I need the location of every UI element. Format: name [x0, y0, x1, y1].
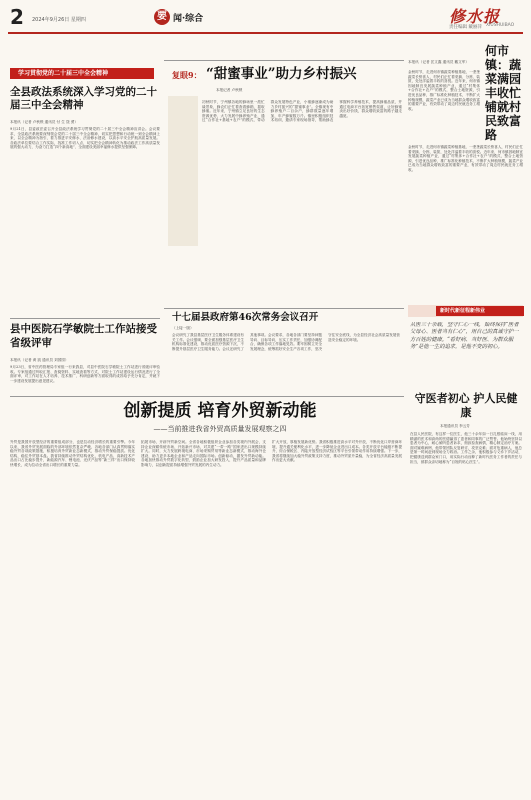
article-body: 初秋时节，宁州镇各地的蜂场里一派忙碌景象，蜂农们正忙着查看蜂箱、摇取蜂蜜。近年来，宁州镇立足良好的生态资源优势，大力发展中蜂养殖产业，通过“合作社+基地+农户”的模式，带动群众发展特色产业，小蜜蜂逐渐成为助力乡村振兴的“甜蜜事业”。全镇现有中蜂养殖户二百余户，蜂群数量逐年增加，年产蜂蜜数万斤。镇里积极组织技术培训，邀请专家现场指导，帮助蜂农掌握科学养殖技术，提高蜂蜜品质，并通过电商平台拓宽销售渠道，让好蜂蜜卖出好价钱，群众增收致富的路子越走越宽。 [202, 100, 402, 123]
article-body: 会议研究了我县基层医疗卫生服务体系建设有关工作。会议强调，要全面加强基层医疗卫生机构标准化建设，推动优质医疗资源下沉，不断提升基层医疗卫生服务能力。会议还研究了其他事项。会议要求，各地各部门要坚持问题导向、目标导向，压实工作责任，加强协调配合，确保各项工作落地见效。要牢固树立安全发展理念，统筹抓好安全生产各项工作，坚决守住安全底线，为全县经济社会高质量发展营造安全稳定的环境。 [172, 333, 400, 351]
section-badge: 要 [154, 9, 170, 25]
article-headline: 十七届县政府第46次常务会议召开 [172, 312, 319, 323]
article-body: 在县人民医院，有这样一位医生，他三十余年如一日扎根临床一线，用精湛的医术和高尚的医德赢得了患者和同事的广泛赞誉。他始终坚持以患者为中心，耐心倾听患者诉求，细致检查病情，精心制定治疗方案。面对疑难病例，他带领团队反复研讨，攻坚克难；面对危重病人，他总是第一时间赶到现场全力救治。工作之余，他积极参与义诊下乡活动，把健康送到群众家门口，用实际行动诠释了新时代医务工作者的责任与担当，被群众亲切地称为“百姓的贴心医生”。 [410, 432, 522, 464]
section-divider [164, 308, 404, 309]
article-byline: 本报讯（记者 黄 凯 通讯员 刘园园） [10, 358, 69, 362]
column-tag: 新时代新征程新伟业 [436, 306, 524, 316]
section-divider [10, 396, 404, 397]
article-byline: 本报通讯员 李云芳 [440, 424, 470, 428]
article-byline: 本报讯（记者 匡文鑫 通讯员 戴文军） [408, 60, 469, 64]
article-body: 金秋时节，走进何市镇蔬菜种植基地，一垄垄蔬菜长势喜人，村民们正忙着采摘、分拣、装筐，处处洋溢着丰收的喜悦。近年来，何市镇因地制宜发展蔬菜种植产业，通过“村集体+合作社+农户”的模式，整合土地资源，引进优良品种，推广标准化种植技术，不断扩大种植规模，蔬菜产业已成为当地群众增收致富的重要产业，有效带动了周边村民就近务工增收。 [408, 70, 480, 111]
photo-placeholder [168, 96, 198, 246]
top-divider [164, 60, 404, 61]
page-number: 2 [10, 5, 24, 29]
article-tag: 复眼9： [172, 70, 202, 80]
article-body-column-right: 扩大开放，厚植发展新优势。我省积极推进高水平对外开放，不断优化口岸营商环境，提升通关便利化水平，进一步降低企业进出口成本。各类开放平台能级不断提升，综合保税区、内陆开放型经济试验区等平台引领带动作用持续增强。下一步，我省将继续加大稳外贸政策支持力度，推动外贸质升量稳，为全省经济高质量发展作出更大贡献。 [272, 440, 402, 463]
article-byline: 本报记者 卢秋锁 [216, 88, 243, 92]
pull-quote: 从医三十余载，坚守仁心一线，始终保持“医者父母心、医者当有仁心”，用自己的真诚守护一方百姓的健康。“看好病、当好医、为群众服务”是他一生的追求，是他不变的初心。 [410, 322, 519, 351]
section-name: 闻·综合 [173, 14, 204, 24]
column-tag: 学习贯彻党的二十届三中全会精神 [10, 68, 154, 79]
article-headline: 创新提质 培育外贸新动能 [123, 401, 317, 421]
article-body: 9月23日，省中医药管理局专家组一行来我县，对县中医院石学敏院士工作站进行省级评审验收。专家组通过听取汇报、查阅资料、实地查看等方式，对院士工作站建设运行情况进行了全面评审，对工作站在人才培养、技术推广、科研创新等方面取得的成效给予充分肯定，并就下一步建设发展提出意见建议。 [10, 365, 160, 383]
article-headline: 全县政法系统深入学习党的二十届三中全会精神 [10, 86, 157, 111]
article-subtitle: ——当前推进我省外贸高质量发展观察之四 [153, 425, 287, 433]
paper-pinyin: XIUSHUIBAO [486, 23, 515, 28]
section-divider [10, 318, 160, 319]
header-rule [8, 32, 523, 34]
article-body: 9月21日，县委政法委召开全县政法系统学习贯彻党的二十届三中全会精神宣讲会。会议要求，全县政法系统要深刻领会党的二十届三中全会精神，切实把思想和行动统一到全会精神上来，以全会精神为指引，着力推进平安修水、法治修水建设，以高水平安全护航高质量发展。各政法单位要结合工作实际，找准工作切入点，切实把全会精神转化为推动政法工作高质量发展的强大动力，为奋力打造“四个新高地”、全面建设美丽幸福修水提供坚强保障。 [10, 127, 160, 150]
issue-date: 2024年9月26日 星期四 [32, 17, 86, 23]
editor-credit: 责任编辑 戴丽萍 [449, 25, 482, 30]
article-headline: “甜蜜事业”助力乡村振兴 [206, 66, 357, 82]
article-headline: 守医者初心 护人民健康 [414, 392, 518, 419]
article-body-column-left: 外贸是我国开放型经济的重要组成部分，也是拉动经济增长的重要引擎。今年以来，我省外贸发展面临的外部环境依然复杂严峻，各地各部门认真贯彻落实稳外贸各项政策措施，积极培育外贸新业态新模式，推动外贸保稳提质。优化结构，稳住外贸基本盘。我省持续推动外贸结构优化，机电产品、高新技术产品出口占比稳步提升，新能源汽车、锂电池、光伏产品等“新三样”出口保持较快增长，成为拉动全省出口增长的重要力量。 [10, 440, 135, 467]
paper-name: 修水报 [449, 7, 501, 26]
article-body-continued: 金秋时节，走进何市镇蔬菜种植基地，一垄垄蔬菜长势喜人，村民们正忙着采摘、分拣、装筐，处处洋溢着丰收的喜悦。近年来，何市镇因地制宜发展蔬菜种植产业，通过“村集体+合作社+农户”的模式，整合土地资源，引进优良品种，推广标准化种植技术，不断扩大种植规模，蔬菜产业已成为当地群众增收致富的重要产业，有效带动了周边村民就近务工增收。 [408, 145, 523, 172]
article-body-column-middle: 拓展市场，开辟外贸新空间。全省各地积极组织企业参加各类境内外展会，支持企业深耕传统市场、开拓新兴市场，对共建“一带一路”国家进出口规模持续扩大。同时，大力发展跨境电商、市场采购贸易等新业态新模式，推动海外仓建设，助力更多本地企业和产品走向国际市场。创新驱动，激发外贸新动能。各地加快推动外贸数字化转型，鼓励企业加大研发投入，提升产品质量和品牌影响力，以创新提质持续增强外贸发展的内生动力。 [141, 440, 266, 467]
article-headline: 县中医院石学敏院士工作站接受省级评审 [10, 323, 157, 349]
article-headline: 何市镇：蔬菜满园丰收忙 铺就村民致富路 [485, 44, 522, 142]
article-byline: （上接一版） [172, 326, 194, 330]
article-byline: 本报讯（记者 卢秋锁 通讯员 付 生 饶 勇） [10, 120, 78, 124]
